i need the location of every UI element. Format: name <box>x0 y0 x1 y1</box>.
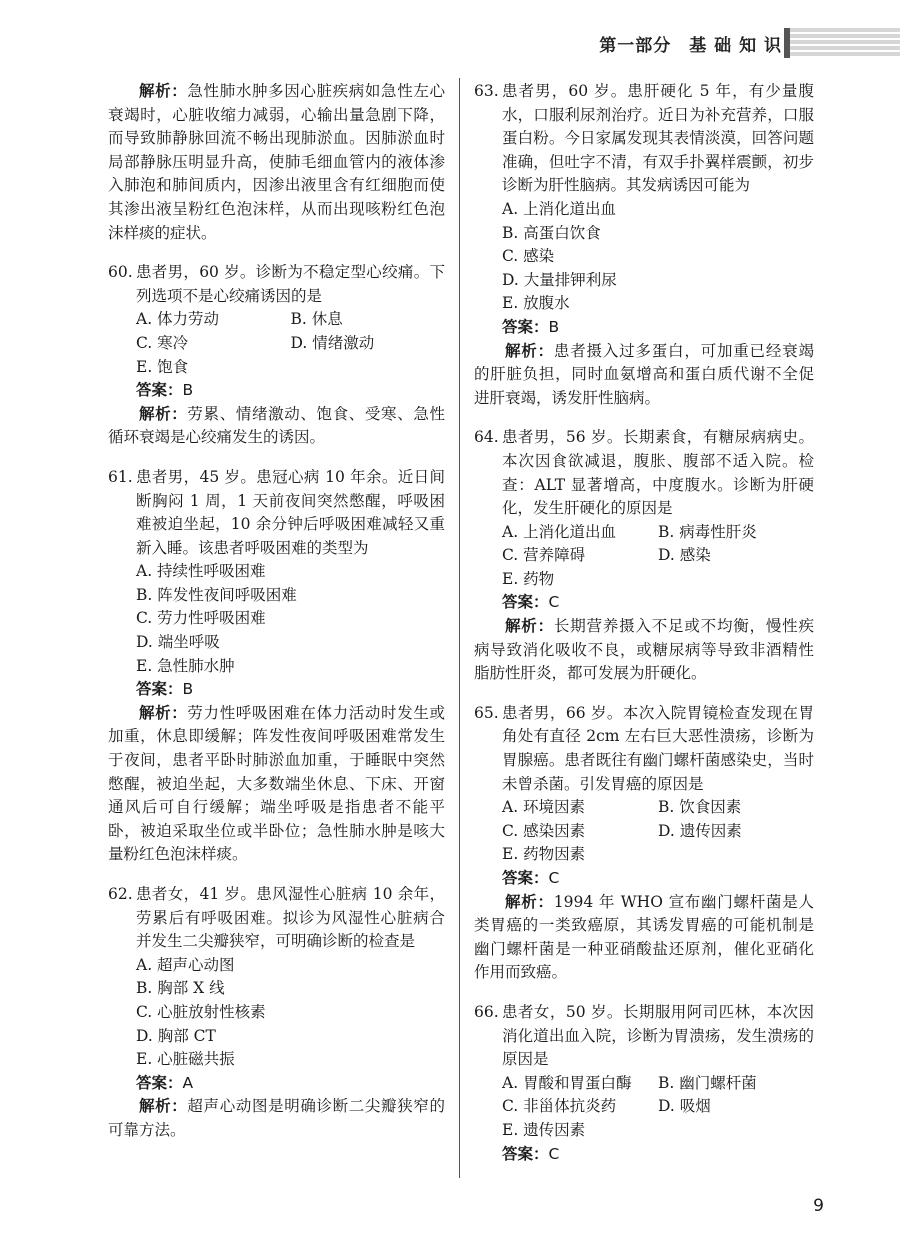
question-66: 66. 患者女，50 岁。长期服用阿司匹林，本次因消化道出血入院，诊断为胃溃疡，发生溃疡的原因是 A. 胃酸和胃蛋白酶 B. 幽门螺杆菌 C. 非甾体抗炎药 D. 吸烟 E. 遗传因素 答案：C <box>474 1001 814 1166</box>
option: D. 端坐呼吸 <box>136 633 220 652</box>
option: B. 阵发性夜间呼吸困难 <box>136 585 297 604</box>
header-decoration <box>790 28 900 58</box>
option: C. 感染因素 <box>502 821 586 840</box>
option: D. 遗传因素 <box>658 821 742 840</box>
option: C. 心脏放射性核素 <box>136 1002 266 1021</box>
column-divider <box>459 78 460 1178</box>
option: E. 放腹水 <box>502 294 570 313</box>
option: A. 上消化道出血 <box>502 199 617 218</box>
option: C. 劳力性呼吸困难 <box>136 609 266 628</box>
option: D. 吸烟 <box>658 1097 711 1116</box>
explanation: 解析：长期营养摄入不足或不均衡，慢性疾病导致消化吸收不良，或糖尿病等导致非酒精性脂肪性肝炎，都可发展为肝硬化。 <box>474 617 814 683</box>
answer-line: 答案：C <box>502 1144 560 1163</box>
option: B. 胸部 X 线 <box>136 979 225 998</box>
option: A. 上消化道出血 <box>502 522 617 541</box>
question-stem: 患者男，56 岁。长期素食，有糖尿病病史。本次因食欲减退，腹胀、腹部不适入院。检查：ALT 显著增高，中度腹水。诊断为肝硬化，发生肝硬化的原因是 <box>502 428 814 518</box>
question-stem: 患者女，41 岁。患风湿性心脏病 10 余年，劳累后有呼吸困难。拟诊为风湿性心脏病合并发生二尖瓣狭窄，可明确诊断的检查是 <box>136 885 445 951</box>
explanation: 解析：劳力性呼吸困难在体力活动时发生或加重，休息即缓解；阵发性夜间呼吸困难常发生于夜间，患者平卧时肺淤血加重，于睡眠中突然憋醒，被迫坐起，大多数端坐休息、下床、开窗通风后可自行缓解；端坐呼吸是指患者不能平卧，被迫采取坐位或半卧位；急性肺水肿是咳大量粉红色泡沫样痰。 <box>108 703 445 864</box>
option: A. 胃酸和胃蛋白酶 <box>502 1073 632 1092</box>
answer-line: 答案：A <box>136 1073 194 1092</box>
answer-line: 答案：C <box>502 869 560 887</box>
question-64: 64. 患者男，56 岁。长期素食，有糖尿病病史。本次因食欲减退，腹胀、腹部不适入院。检查：ALT 显著增高，中度腹水。诊断为肝硬化，发生肝硬化的原因是 A. 上消化道出血 B. 病毒性肝炎 C. 营养障碍 D. 感染 E. 药物 答案：C 解析：长期营养摄入不足或不均衡，慢性疾病导致消化吸收不良，或糖尿病等导致非酒精性脂肪性肝炎，都可发展为肝硬化。 <box>474 426 814 686</box>
question-65: 65. 患者男，66 岁。本次入院胃镜检查发现在胃角处有直径 2cm 左右巨大恶性溃疡，诊断为胃腺癌。患者既往有幽门螺杆菌感染史，当时未曾杀菌。引发胃癌的原因是 A. 环境因素 B. 饮食因素 C. 感染因素 D. 遗传因素 E. 药物因素 答案：C 解析：1994 年 WHO 宣布幽门螺杆菌是人类胃癌的一类致癌原，其诱发胃癌的可能机制是幽门螺杆菌是一种亚硝酸盐还原剂，催化亚硝化作用而致癌。 <box>474 702 814 985</box>
question-stem: 患者男，66 岁。本次入院胃镜检查发现在胃角处有直径 2cm 左右巨大恶性溃疡，诊断为胃腺癌。患者既往有幽门螺杆菌感染史，当时未曾杀菌。引发胃癌的原因是 <box>502 703 814 793</box>
option: A. 超声心动图 <box>136 955 235 974</box>
option: B. 高蛋白饮食 <box>502 223 601 242</box>
answer-line: 答案：B <box>136 381 194 400</box>
option: E. 遗传因素 <box>502 1120 586 1139</box>
option: C. 感染 <box>502 247 555 266</box>
question-stem: 患者男，45 岁。患冠心病 10 年余。近日间断胸闷 1 周，1 天前夜间突然憋醒，呼吸困难被迫坐起，10 余分钟后呼吸困难减轻又重新入睡。该患者呼吸困难的类型为 <box>136 467 445 557</box>
option: D. 大量排钾利尿 <box>502 270 617 289</box>
question-stem: 患者男，60 岁。患肝硬化 5 年，有少量腹水，口服利尿剂治疗。近日为补充营养，口服蛋白粉。今日家属发现其表情淡漠，回答问题准确，但吐字不清，有双手扑翼样震颤，初步诊断为肝性脑病。其发病诱因可能为 <box>502 82 814 195</box>
left-column <box>108 80 445 1159</box>
question-63: 63. 患者男，60 岁。患肝硬化 5 年，有少量腹水，口服利尿剂治疗。近日为补充营养，口服蛋白粉。今日家属发现其表情淡漠，回答问题准确，但吐字不清，有双手扑翼样震颤，初步诊断为肝性脑病。其发病诱因可能为 A. 上消化道出血 B. 高蛋白饮食 C. 感染 D. 大量排钾利尿 E. 放腹水 答案：B 解析：患者摄入过多蛋白，可加重已经衰竭的肝脏负担，同时血氨增高和蛋白质代谢不全促进肝衰竭，诱发肝性脑病。 <box>474 80 814 410</box>
option: D. 感染 <box>658 546 711 565</box>
option: A. 体力劳动 <box>136 310 220 329</box>
option: E. 急性肺水肿 <box>136 656 235 675</box>
explanation: 解析：患者摄入过多蛋白，可加重已经衰竭的肝脏负担，同时血氨增高和蛋白质代谢不全促进肝衰竭，诱发肝性脑病。 <box>474 341 814 407</box>
option: C. 寒冷 <box>136 333 189 352</box>
option: E. 饱食 <box>136 357 189 376</box>
page-header <box>0 28 900 60</box>
section-title: 第一部分 基 础 知 识 <box>599 36 782 56</box>
right-column <box>474 80 814 1182</box>
option: C. 非甾体抗炎药 <box>502 1097 617 1116</box>
page-number: 9 <box>813 1196 824 1216</box>
answer-line: 答案：B <box>502 317 560 336</box>
option: A. 环境因素 <box>502 798 586 817</box>
explanation: 解析：1994 年 WHO 宣布幽门螺杆菌是人类胃癌的一类致癌原，其诱发胃癌的可能机制是幽门螺杆菌是一种亚硝酸盐还原剂，催化亚硝化作用而致癌。 <box>474 892 814 982</box>
option: E. 心脏磁共振 <box>136 1050 235 1069</box>
explanation: 解析：劳累、情绪激动、饱食、受寒、急性循环衰竭是心绞痛发生的诱因。 <box>108 404 445 447</box>
answer-line: 答案：B <box>136 680 194 699</box>
option: E. 药物 <box>502 569 555 588</box>
answer-line: 答案：C <box>502 593 560 612</box>
option: B. 病毒性肝炎 <box>658 522 757 541</box>
question-62: 62. 患者女，41 岁。患风湿性心脏病 10 余年，劳累后有呼吸困难。拟诊为风湿性心脏病合并发生二尖瓣狭窄，可明确诊断的检查是 A. 超声心动图 B. 胸部 X 线 C. 心脏放射性核素 D. 胸部 CT E. 心脏磁共振 答案：A 解析：超声心动图是明确诊断二尖瓣狭窄的可靠方法。 <box>108 883 445 1143</box>
option: B. 休息 <box>290 310 343 329</box>
option: D. 胸部 CT <box>136 1026 216 1045</box>
option: C. 营养障碍 <box>502 546 586 565</box>
question-stem: 患者女，50 岁。长期服用阿司匹林，本次因消化道出血入院，诊断为胃溃疡，发生溃疡的原因是 <box>502 1002 814 1069</box>
explanation: 解析：超声心动图是明确诊断二尖瓣狭窄的可靠方法。 <box>108 1097 445 1139</box>
option: A. 持续性呼吸困难 <box>136 562 266 581</box>
question-61: 61. 患者男，45 岁。患冠心病 10 年余。近日间断胸闷 1 周，1 天前夜间突然憋醒，呼吸困难被迫坐起，10 余分钟后呼吸困难减轻又重新入睡。该患者呼吸困难的类型为 A. 持续性呼吸困难 B. 阵发性夜间呼吸困难 C. 劳力性呼吸困难 D. 端坐呼吸 E. 急性肺水肿 答案：B 解析：劳力性呼吸困难在体力活动时发生或加重，休息即缓解；阵发性夜间呼吸困难常发生于夜间，患者平卧时肺淤血加重，于睡眠中突然憋醒，被迫坐起，大多数端坐休息、下床、开窗通风后可自行缓解；端坐呼吸是指患者不能平卧，被迫采取坐位或半卧位；急性肺水肿是咳大量粉红色泡沫样痰。 <box>108 466 445 867</box>
option: D. 情绪激动 <box>290 333 375 352</box>
option: B. 饮食因素 <box>658 798 742 817</box>
explanation-59: 解析：急性肺水肿多因心脏疾病如急性左心衰竭时，心脏收缩力减弱，心输出量急剧下降，而导致肺静脉回流不畅出现肺淤血。因肺淤血时局部静脉压明显升高，使肺毛细血管内的液体渗入肺泡和肺间质内，因渗出液里含有红细胞而使其渗出液呈粉红色泡沫样，从而出现咳粉红色泡沫样痰的症状。 <box>108 82 445 242</box>
question-stem: 患者男，60 岁。诊断为不稳定型心绞痛。下列选项不是心绞痛诱因的是 <box>136 263 445 305</box>
option: B. 幽门螺杆菌 <box>658 1073 757 1092</box>
option: E. 药物因素 <box>502 845 586 864</box>
question-60: 60. 患者男，60 岁。诊断为不稳定型心绞痛。下列选项不是心绞痛诱因的是 A. 体力劳动 B. 休息 C. 寒冷 D. 情绪激动 E. 饱食 答案：B 解析：劳累、情绪激动、饱食、受寒、急性循环衰竭是心绞痛发生的诱因。 <box>108 261 445 450</box>
